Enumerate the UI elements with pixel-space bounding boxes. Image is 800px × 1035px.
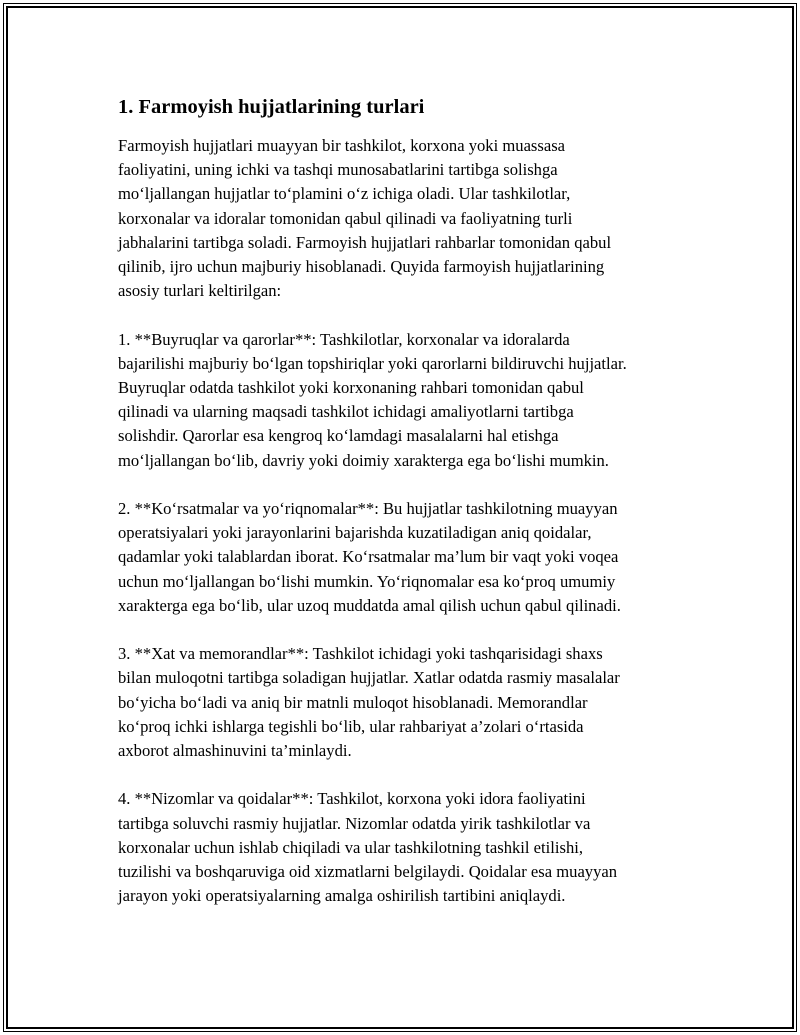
section-heading: 1. Farmoyish hujjatlarining turlari	[118, 96, 425, 118]
paragraph-buyruqlar: 1. **Buyruqlar va qarorlar**: Tashkilotlar, korxonalar va idoralarda bajarilishi majburiy bo‘lgan topshiriqlar yoki qarorlarni bildiruvchi hujjatlar. Buyruqlar odatda tashkilot yoki korxonaning rahbari tomonidan qabul qilinadi va ularning maqsadi tashkilot ichidagi amaliyotlarni tartibga solishdir. Qarorlar esa kengroq ko‘lamdagi masalalarni hal etishga mo‘ljallangan bo‘lib, davriy yoki doimiy xarakterga ega bo‘lishi mumkin.	[118, 329, 627, 470]
paragraph-korsatmalar: 2. **Ko‘rsatmalar va yo‘riqnomalar**: Bu hujjatlar tashkilotning muayyan operatsiyalari yoki jarayonlarini bajarishda kuzatiladigan aniq qoidalar, qadamlar yoki talablardan iborat. Ko‘rsatmalar ma’lum bir vaqt yoki voqea uchun mo‘ljallangan bo‘lishi mumkin. Yo‘riqnomalar esa ko‘proq umumiy xarakterga ega bo‘lib, ular uzoq muddatda amal qilish uchun qabul qilinadi.	[118, 499, 621, 615]
paragraph-nizomlar: 4. **Nizomlar va qoidalar**: Tashkilot, korxona yoki idora faoliyatini tartibga soluvchi rasmiy hujjatlar. Nizomlar odatda yirik tashkilotlar va korxonalar uchun ishlab chiqiladi va ular tashkilotning tashkil etilishi, tuzilishi va boshqaruviga oid xizmatlarni belgilaydi. Qoidalar esa muayyan jarayon yoki operatsiyalarning amalga oshirilish tartibini aniqlaydi.	[118, 789, 618, 906]
paragraph-xat-memorandlar: 3. **Xat va memorandlar**: Tashkilot ichidagi yoki tashqarisidagi shaxs bilan muloqotni tartibga soladigan hujjatlar. Xatlar odatda rasmiy masalalar bo‘yicha bo‘ladi va aniq bir matnli muloqot hisoblanadi. Memorandlar ko‘proq ichki ishlarga tegishli bo‘lib, ular rahbariyat a’zolari o‘rtasida axborot almashinuvini ta’minlaydi.	[118, 644, 620, 761]
intro-paragraph: Farmoyish hujjatlari muayyan bir tashkilot, korxona yoki muassasa faoliyatini, uning ichki va tashqi munosabatlarini tartibga solishga mo‘ljallangan hujjatlar to‘plamini o‘z ichiga oladi. Ular tashkilotlar, korxonalar va idoralar tomonidan qabul qilinadi va faoliyatning turli jabhalarini tartibga soladi. Farmoyish hujjatlari rahbarlar tomonidan qabul qilinib, ijro uchun majburiy hisoblanadi. Quyida farmoyish hujjatlarining asosiy turlari keltirilgan:	[118, 136, 612, 301]
document-body	[118, 94, 692, 908]
